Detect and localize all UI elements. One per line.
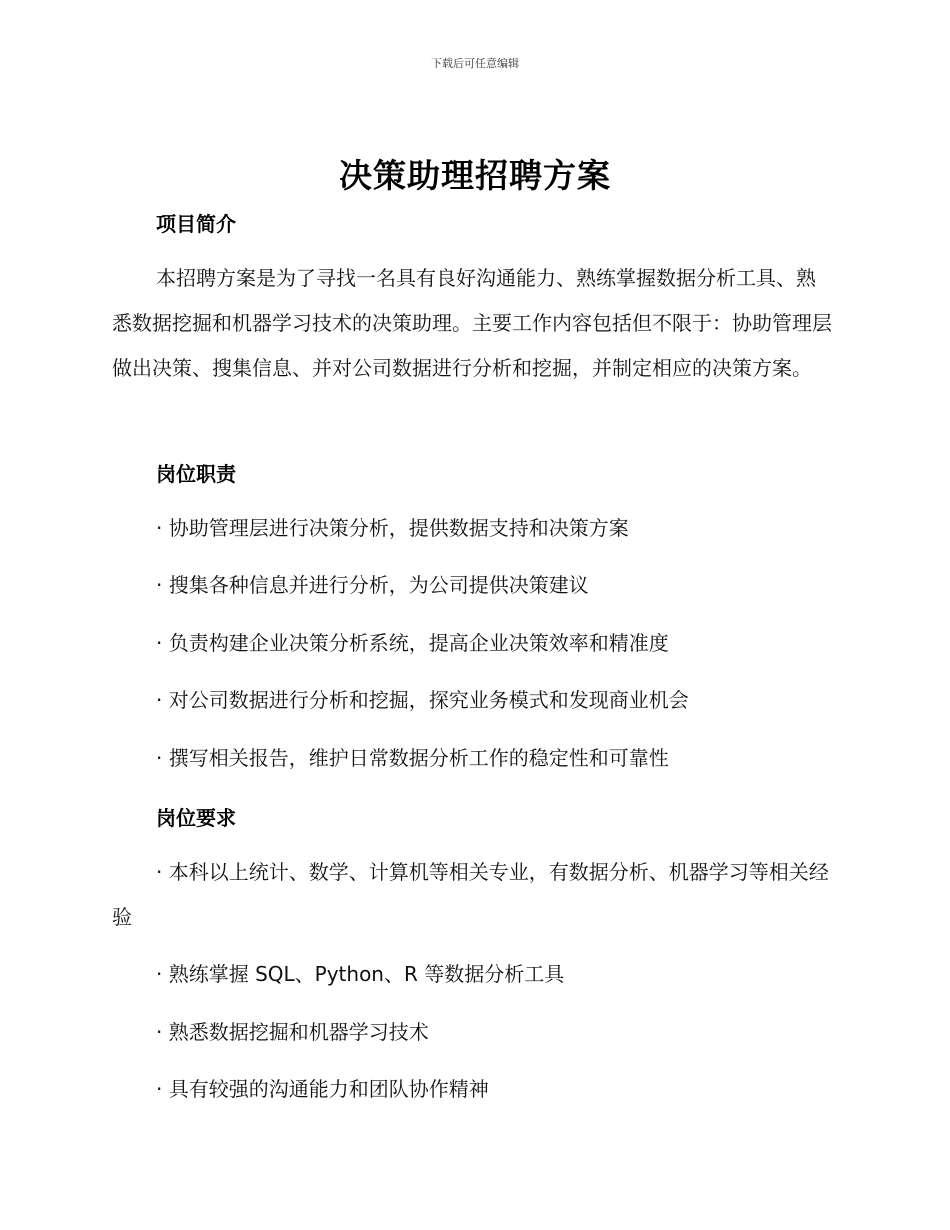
requirement-item: · 具有较强的沟通能力和团队协作精神 bbox=[156, 1077, 489, 1101]
section-heading-intro: 项目简介 bbox=[156, 212, 236, 236]
requirement-item: · 本科以上统计、数学、计算机等相关专业，有数据分析、机器学习等相关经验 bbox=[112, 860, 829, 929]
requirement-item: · 熟悉数据挖掘和机器学习技术 bbox=[156, 1020, 429, 1044]
page-header-note: 下载后可任意编辑 bbox=[431, 57, 519, 70]
duty-item: · 对公司数据进行分析和挖掘，探究业务模式和发现商业机会 bbox=[156, 688, 689, 712]
duty-item: · 负责构建企业决策分析系统，提高企业决策效率和精准度 bbox=[156, 631, 669, 655]
section-heading-requirements: 岗位要求 bbox=[156, 806, 236, 830]
duty-item: · 协助管理层进行决策分析，提供数据支持和决策方案 bbox=[156, 516, 629, 540]
document-title: 决策助理招聘方案 bbox=[339, 156, 611, 195]
requirement-item: · 熟练掌握 SQL、Python、R 等数据分析工具 bbox=[156, 962, 565, 986]
section-heading-duties: 岗位职责 bbox=[156, 462, 236, 486]
duty-item: · 撰写相关报告，维护日常数据分析工作的稳定性和可靠性 bbox=[156, 746, 669, 770]
intro-paragraph: 本招聘方案是为了寻找一名具有良好沟通能力、熟练掌握数据分析工具、熟悉数据挖掘和机器学习技术的决策助理。主要工作内容包括但不限于：协助管理层做出决策、搜集信息、并对公司数据进行分析和挖掘，并制定相应的决策方案。 bbox=[112, 266, 832, 380]
duty-item: · 搜集各种信息并进行分析，为公司提供决策建议 bbox=[156, 573, 589, 597]
